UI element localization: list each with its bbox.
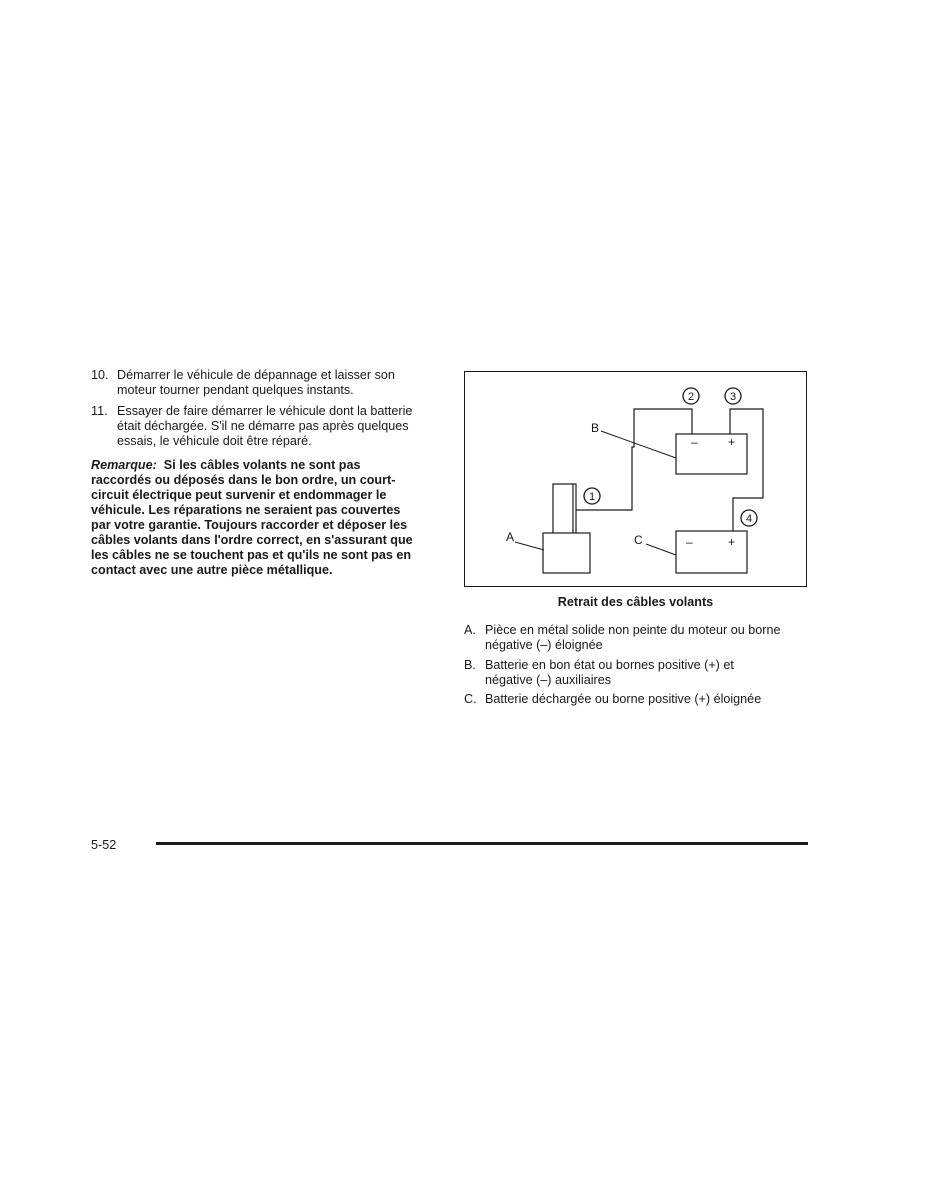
step-10 [91,368,421,398]
step-text: Démarrer le véhicule de dépannage et laisser son moteur tourner pendant quelques instants. [117,368,395,397]
remark-note [91,458,421,578]
remark-text: Si les câbles volants ne sont pas raccordés ou déposés dans le bon ordre, un court-circuit électrique peut survenir et endommager le véhicule. Les réparations ne seraient pas couvertes par votre garantie. Toujours raccorder et déposer les câbles volants dans l'ordre correct, en s'assurant que les câbles ne se touchent pas et qu'ils ne sont pas en contact avec une autre pièce métallique. [91,458,413,577]
legend-text: Batterie en bon état ou bornes positive (+) et négative (–) auxiliaires [485,658,734,687]
legend-item-b [464,658,784,688]
label-c: C [634,533,643,547]
step-11 [91,404,421,449]
legend-letter: A. [464,623,476,637]
callout-2: 2 [687,391,695,403]
battery-c-negative: – [686,535,693,549]
label-a: A [506,530,515,544]
step-number: 11. [91,404,108,418]
battery-c-positive: + [728,535,736,549]
callout-3: 3 [729,391,737,403]
legend-letter: B. [464,658,476,672]
callout-1: 1 [588,491,596,503]
legend-item-a [464,623,784,653]
battery-b-positive: + [728,435,736,449]
label-b: B [591,421,600,435]
leader-a [515,542,544,550]
page-number: 5-52 [91,838,117,852]
engine-block-base [543,533,590,573]
jumper-cable-diagram [464,371,807,587]
figure-caption: Retrait des câbles volants [557,595,714,609]
battery-b-negative: – [691,435,698,449]
leader-b [601,431,676,458]
legend-text: Pièce en métal solide non peinte du moteur ou borne négative (–) éloignée [485,623,781,652]
step-text: Essayer de faire démarrer le véhicule dont la batterie était déchargée. S'il ne démarre pas après quelques essais, le véhicule doit être réparé. [117,404,413,448]
remark-lead: Remarque: [91,458,157,472]
legend-letter: C. [464,692,477,706]
callout-4: 4 [745,513,753,525]
legend-text: Batterie déchargée ou borne positive (+) éloignée [485,692,762,706]
step-number: 10. [91,368,109,382]
battery-b-shape [676,434,747,474]
leader-c [646,544,676,555]
legend-item-c [464,692,784,707]
footer-rule [156,842,808,845]
diagram-svg [465,372,808,588]
